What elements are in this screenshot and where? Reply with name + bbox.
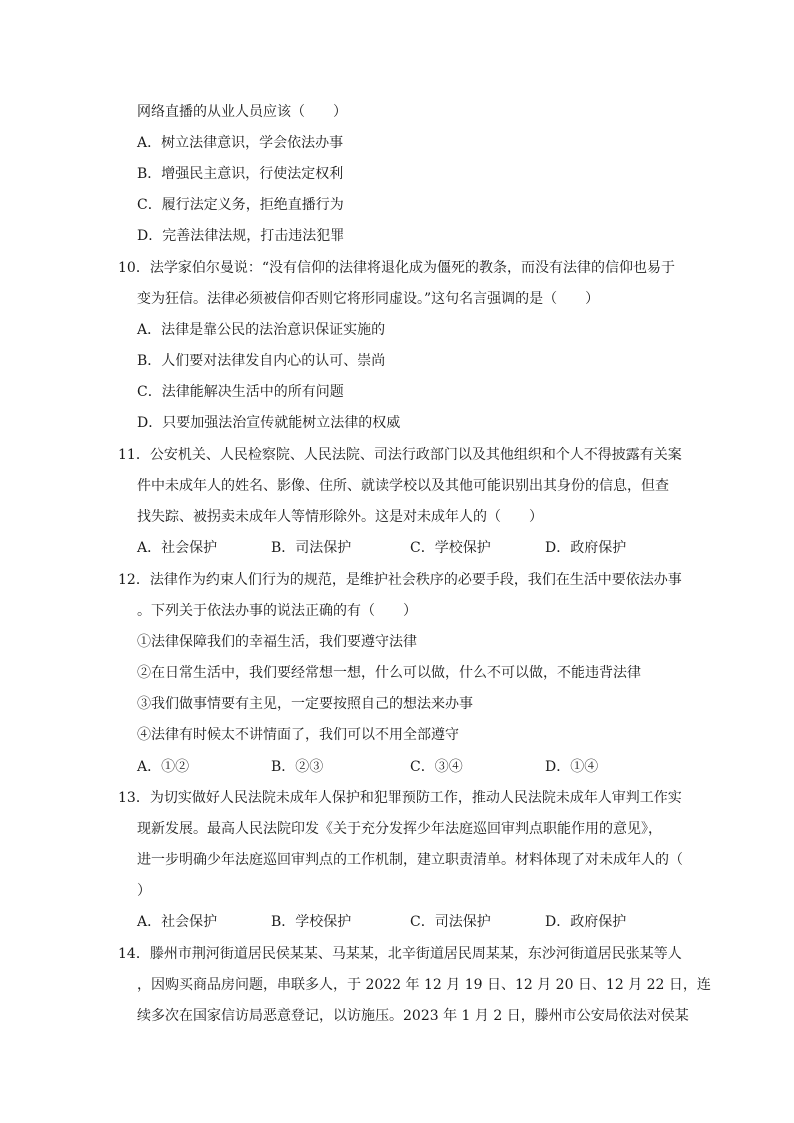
q10-option-c: C．法律能解决生活中的所有问题 [137, 384, 344, 400]
q9-option-b: B．增强民主意识，行使法定权利 [137, 166, 344, 182]
q11-stem-line-3: 找失踪、被拐卖未成年人等情形除外。这是对未成年人的（ ） [137, 509, 543, 525]
q12-option-d: D．①④ [545, 759, 599, 775]
q13-option-c: C．司法保护 [410, 914, 491, 930]
q12-statement-2: ②在日常生活中，我们要经常想一想，什么可以做，什么不可以做，不能违背法律 [137, 665, 641, 681]
q9-stem-tail: 网络直播的从业人员应该（ ） [137, 104, 347, 120]
q9-option-a: A．树立法律意识，学会依法办事 [137, 135, 344, 151]
q13-option-b: B．学校保护 [271, 914, 352, 930]
q12-option-a: A．①② [137, 759, 190, 775]
q9-option-d: D．完善法律法规，打击违法犯罪 [137, 228, 345, 244]
q13-stem-line-2: 现新发展。最高人民法院印发《关于充分发挥少年法庭巡回审判点职能作用的意见》， [137, 821, 662, 837]
q12-statement-1: ①法律保障我们的幸福生活，我们要遵守法律 [137, 634, 417, 650]
q14-stem-line-1: 14．滕州市荆河街道居民侯某某、马某某，北辛街道居民周某某，东沙河街道居民张某等人 [118, 946, 682, 962]
q12-statement-4: ④法律有时候太不讲情面了，我们可以不用全部遵守 [137, 727, 459, 743]
q12-stem-line-1: 12．法律作为约束人们行为的规范，是维护社会秩序的必要手段，我们在生活中要依法办事 [118, 572, 682, 588]
q12-option-b: B．②③ [271, 759, 324, 775]
q13-stem-line-4: ） [137, 883, 151, 899]
q11-option-b: B．司法保护 [271, 540, 352, 556]
q11-stem-line-2: 件中未成年人的姓名、影像、住所、就读学校以及其他可能识别出其身份的信息，但查 [137, 478, 669, 494]
q10-option-b: B．人们要对法律发自内心的认可、崇尚 [137, 353, 386, 369]
q11-option-c: C．学校保护 [410, 540, 491, 556]
q10-option-a: A．法律是靠公民的法治意识保证实施的 [137, 322, 386, 338]
q13-stem-line-1: 13．为切实做好人民法院未成年人保护和犯罪预防工作，推动人民法院未成年人审判工作实 [118, 790, 682, 806]
q13-option-a: A．社会保护 [137, 914, 218, 930]
q11-option-d: D．政府保护 [545, 540, 627, 556]
q11-option-a: A．社会保护 [137, 540, 218, 556]
q14-stem-line-2: ，因购买商品房问题，串联多人，于 2022 年 12 月 19 日、12 月 20 日、12 月 22 日，连 [137, 977, 711, 993]
q10-stem-line-2: 变为狂信。法律必须被信仰否则它将形同虚设。”这句名言强调的是（ ） [137, 291, 600, 307]
q10-option-d: D．只要加强法治宣传就能树立法律的权威 [137, 415, 401, 431]
q10-stem-line-1: 10．法学家伯尔曼说：“没有信仰的法律将退化成为僵死的教条，而没有法律的信仰也易于 [118, 260, 675, 276]
q12-stem-line-2: 。下列关于依法办事的说法正确的有（ ） [137, 603, 417, 619]
q12-statement-3: ③我们做事情要有主见，一定要按照自己的想法来办事 [137, 696, 473, 712]
q12-option-c: C．③④ [410, 759, 463, 775]
q11-stem-line-1: 11．公安机关、人民检察院、人民法院、司法行政部门以及其他组织和个人不得披露有关案 [118, 447, 682, 463]
q9-option-c: C．履行法定义务，拒绝直播行为 [137, 197, 344, 213]
q13-stem-line-3: 进一步明确少年法庭巡回审判点的工作机制，建立职责清单。材料体现了对未成年人的（ [137, 852, 683, 868]
q13-option-d: D．政府保护 [545, 914, 627, 930]
q14-stem-line-3: 续多次在国家信访局恶意登记，以访施压。2023 年 1 月 2 日，滕州市公安局依法对侯某 [137, 1008, 689, 1024]
